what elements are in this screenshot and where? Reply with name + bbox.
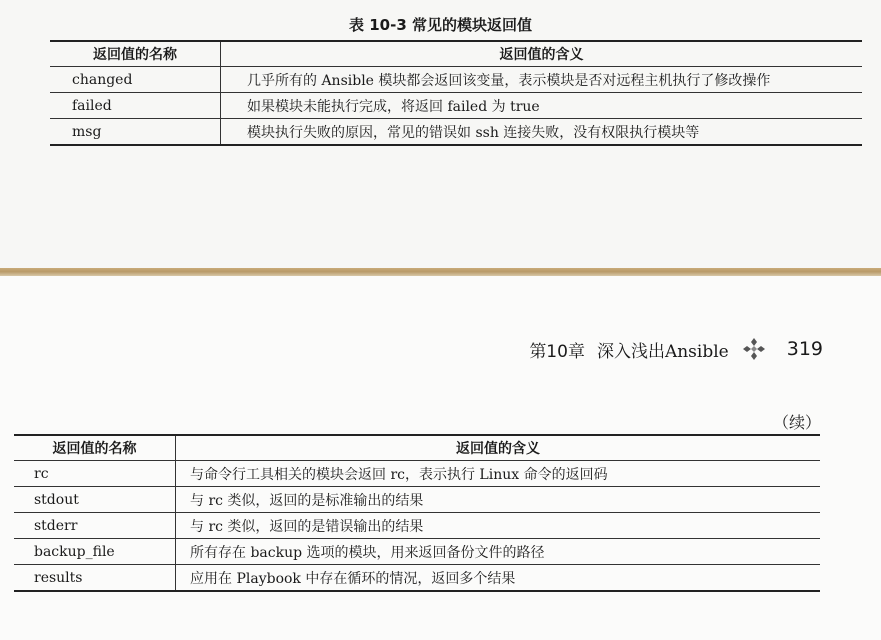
return-value-name: changed — [50, 67, 221, 93]
return-value-name: msg — [50, 119, 221, 146]
continued-label: （续） — [772, 413, 821, 432]
return-values-table — [50, 40, 862, 146]
return-value-name: backup_file — [14, 539, 176, 565]
table-header-row — [50, 41, 862, 67]
return-value-name: stderr — [14, 513, 176, 539]
page-seam — [0, 268, 881, 276]
return-value-meaning: 应用在 Playbook 中存在循环的情况，返回多个结果 — [176, 565, 821, 592]
return-value-meaning: 如果模块未能执行完成，将返回 failed 为 true — [221, 93, 863, 119]
column-header-name: 返回值的名称 — [14, 435, 176, 461]
table-row — [14, 565, 820, 592]
page-top — [0, 0, 881, 268]
running-header — [529, 336, 823, 362]
table-row — [14, 461, 820, 487]
return-value-meaning: 与 rc 类似，返回的是错误输出的结果 — [176, 513, 821, 539]
table-row — [50, 119, 862, 146]
chapter-title: 深入浅出Ansible — [596, 341, 729, 362]
table-title: 表 10-3 常见的模块返回值 — [349, 16, 532, 34]
diamond-ornament-icon — [741, 336, 767, 362]
return-value-name: rc — [14, 461, 176, 487]
column-header-meaning: 返回值的含义 — [176, 435, 821, 461]
table-row — [14, 539, 820, 565]
chapter-number: 第10章 — [529, 341, 585, 362]
return-values-table-continued — [14, 434, 820, 592]
return-value-meaning: 所有存在 backup 选项的模块，用来返回备份文件的路径 — [176, 539, 821, 565]
return-value-meaning: 模块执行失败的原因，常见的错误如 ssh 连接失败，没有权限执行模块等 — [221, 119, 863, 146]
return-value-name: failed — [50, 93, 221, 119]
return-value-meaning: 几乎所有的 Ansible 模块都会返回该变量，表示模块是否对远程主机执行了修改操作 — [221, 67, 863, 93]
return-value-name: stdout — [14, 487, 176, 513]
table-row — [50, 93, 862, 119]
table-row — [50, 67, 862, 93]
table-header-row — [14, 435, 820, 461]
table-row — [14, 487, 820, 513]
return-value-meaning: 与 rc 类似，返回的是标准输出的结果 — [176, 487, 821, 513]
column-header-meaning: 返回值的含义 — [221, 41, 863, 67]
page-number: 319 — [786, 338, 823, 360]
return-value-name: results — [14, 565, 176, 592]
column-header-name: 返回值的名称 — [50, 41, 221, 67]
return-value-meaning: 与命令行工具相关的模块会返回 rc，表示执行 Linux 命令的返回码 — [176, 461, 821, 487]
table-row — [14, 513, 820, 539]
